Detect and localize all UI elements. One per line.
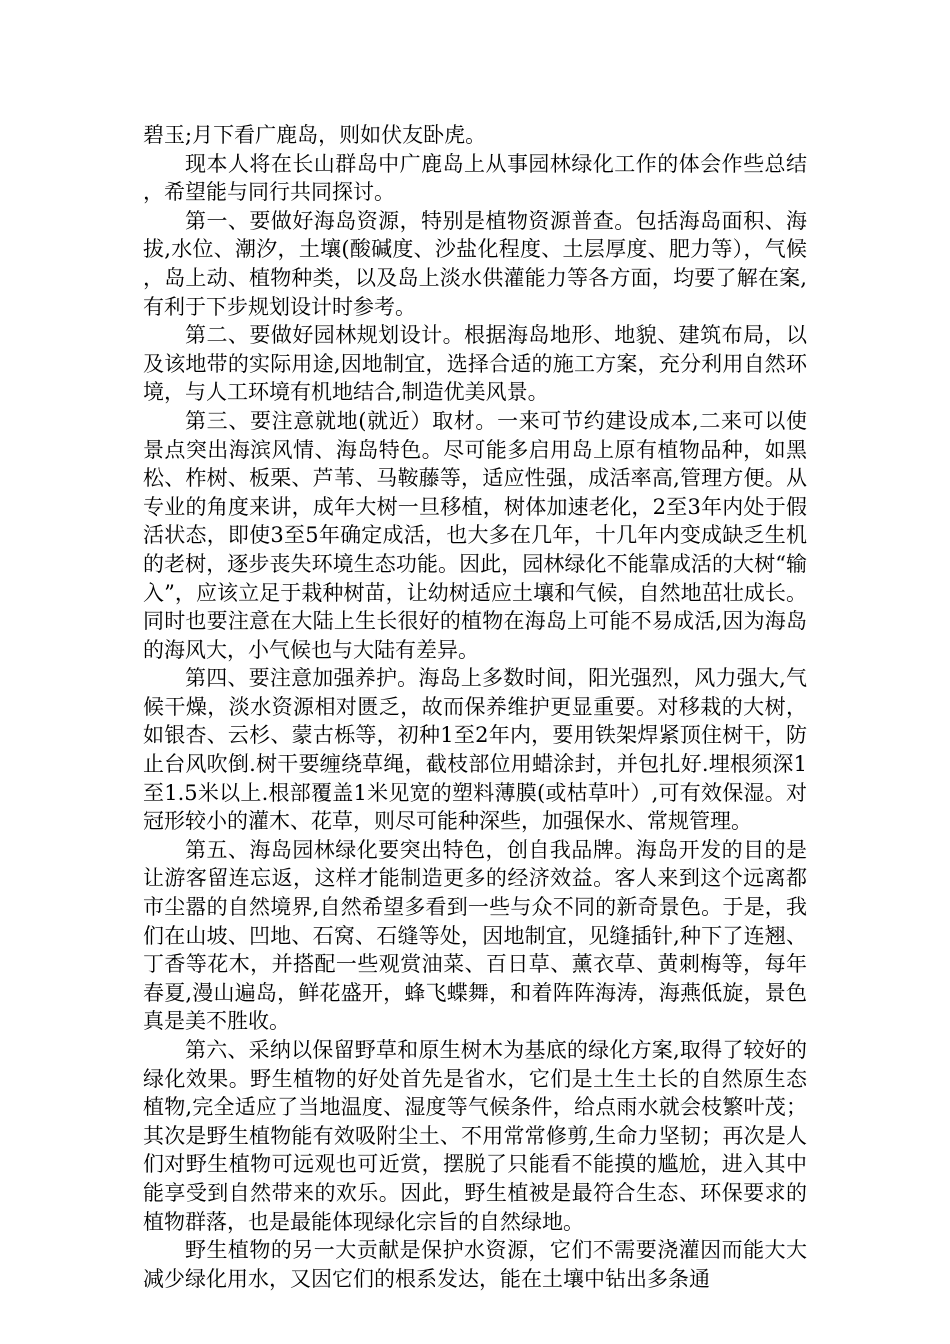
paragraph-wild-plants: 野生植物的另一大贡献是保护水资源，它们不需要浇灌因而能大大减少绿化用水，又因它们的根系发达，能在土壤中钻出多条通 bbox=[143, 1238, 807, 1291]
document-page bbox=[143, 121, 807, 1293]
paragraph-point-4: 第四、要注意加强养护。海岛上多数时间，阳光强烈，风力强大,气候干燥，淡水资源相对匮乏，故而保养维护更显重要。对移栽的大树，如银杏、云杉、蒙古栎等，初种1至2年内，要用铁架焊紧顶住树干，防止台风吹倒.树干要缠绕草绳，截枝部位用蜡涂封，并包扎好.埋根须深1至1.5米以上.根部覆盖1米见宽的塑料薄膜(或枯草叶）,可有效保湿。对冠形较小的灌木、花草，则尽可能种深些，加强保水、常规管理。 bbox=[143, 666, 807, 834]
paragraph-point-5: 第五、海岛园林绿化要突出特色，创自我品牌。海岛开发的目的是让游客留连忘返，这样才能制造更多的经济效益。客人来到这个远离都市尘嚣的自然境界,自然希望多看到一些与众不同的新奇景色。于是，我们在山坡、凹地、石窝、石缝等处，因地制宜，见缝插针,种下了连翘、丁香等花木，并搭配一些观赏油菜、百日草、薰衣草、黄刺梅等，每年春夏,漫山遍岛，鲜花盛开，蜂飞蝶舞，和着阵阵海涛，海燕低旋，景色真是美不胜收。 bbox=[143, 837, 807, 1034]
paragraph-continuation: 碧玉;月下看广鹿岛，则如伏友卧虎。 bbox=[143, 123, 487, 147]
paragraph-point-6: 第六、采纳以保留野草和原生树木为基底的绿化方案,取得了较好的绿化效果。野生植物的好处首先是省水，它们是土生土长的自然原生态植物,完全适应了当地温度、湿度等气候条件，给点雨水就会枝繁叶茂；其次是野生植物能有效吸附尘土、不用常常修剪,生命力坚韧；再次是人们对野生植物可远观也可近赏，摆脱了只能看不能摸的尴尬，进入其中能享受到自然带来的欢乐。因此，野生植被是最符合生态、环保要求的植物群落，也是最能体现绿化宗旨的自然绿地。 bbox=[143, 1038, 807, 1234]
paragraph-point-2: 第二、要做好园林规划设计。根据海岛地形、地貌、建筑布局，以及该地带的实际用途,因地制宜，选择合适的施工方案，充分利用自然环境，与人工环境有机地结合,制造优美风景。 bbox=[143, 323, 807, 405]
paragraph-intro: 现本人将在长山群岛中广鹿岛上从事园林绿化工作的体会作些总结，希望能与同行共同探讨。 bbox=[143, 151, 807, 205]
paragraph-point-1: 第一、要做好海岛资源，特别是植物资源普查。包括海岛面积、海拔,水位、潮汐，土壤(酸碱度、沙盐化程度、土层厚度、肥力等），气候，岛上动、植物种类，以及岛上淡水供灌能力等各方面，均要了解在案,有利于下步规划设计时参考。 bbox=[143, 208, 807, 319]
paragraph-point-3: 第三、要注意就地(就近）取材。一来可节约建设成本,二来可以使景点突出海滨风情、海岛特色。尽可能多启用岛上原有植物品种，如黑松、柞树、板栗、芦苇、马鞍藤等，适应性强，成活率高,管理方便。从专业的角度来讲，成年大树一旦移植，树体加速老化，2至3年内处于假活状态，即使3至5年确定成活，也大多在几年，十几年内变成缺乏生机的老树，逐步丧失环境生态功能。因此，园林绿化不能靠成活的大树“输入”，应该立足于栽种树苗，让幼树适应土壤和气候，自然地茁壮成长。同时也要注意在大陆上生长很好的植物在海岛上可能不易成活,因为海岛的海风大，小气候也与大陆有差异。 bbox=[143, 408, 807, 662]
